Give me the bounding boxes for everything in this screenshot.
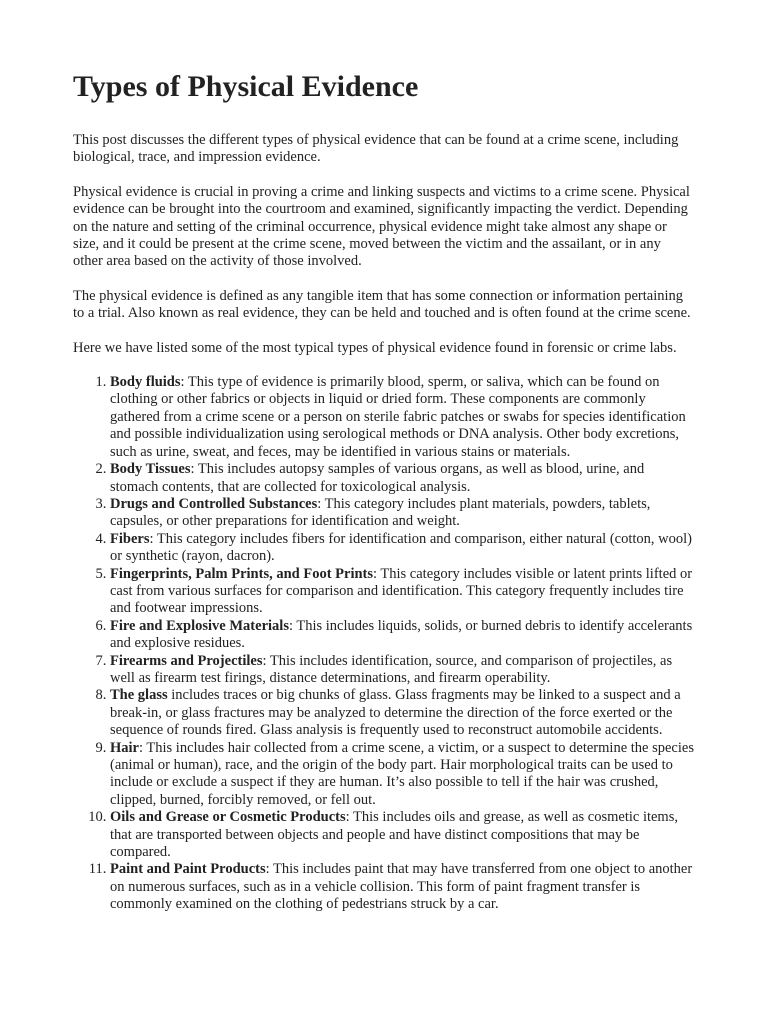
list-item: [110, 374, 694, 461]
list-item: [110, 618, 694, 653]
list-item-term: Fingerprints, Palm Prints, and Foot Prints: [110, 565, 374, 582]
list-item-text: : This includes hair collected from a crime scene, a victim, or a suspect to determine the species (animal or human), race, and the origin of the body part. Hair morphological traits can be used to include or exclude a suspect if they are human. It’s also possible to tell if the hair was crushed, clipped, burned, forcibly removed, or fell out.: [110, 739, 694, 808]
list-item-term: Body Tissues: [110, 461, 191, 478]
evidence-types-list: [73, 374, 694, 914]
list-item-text: : This category includes plant materials, powders, tablets, capsules, or other preparations for identification and weight.: [110, 495, 651, 530]
list-item: [110, 687, 694, 739]
list-item-term: Hair: [110, 739, 139, 756]
body-paragraph-list-intro: Here we have listed some of the most typical types of physical evidence found in forensic or crime labs.: [73, 339, 677, 356]
list-item-term: Oils and Grease or Cosmetic Products: [110, 809, 346, 826]
page-title: Types of Physical Evidence: [73, 70, 419, 103]
list-item-text: : This type of evidence is primarily blood, sperm, or saliva, which can be found on clothing or other fabrics or objects in liquid or dried form. These components are commonly gathered from a crime scene or a person on sterile fabric patches or swabs for species identification and possible individualization using serological methods or DNA analysis. Other body excretions, such as urine, sweat, and feces, may be identified in various stains or materials.: [110, 374, 686, 460]
intro-paragraph: This post discusses the different types of physical evidence that can be found at a crime scene, including biological, trace, and impression evidence.: [73, 132, 679, 166]
list-item: [110, 861, 694, 913]
list-item-term: Fire and Explosive Materials: [110, 617, 289, 634]
list-item: [110, 809, 694, 861]
list-item-text: : This includes identification, source, and comparison of projectiles, as well as firearm test firings, distance determinations, and firearm operability.: [110, 652, 673, 686]
list-item-text: : This includes liquids, solids, or burned debris to identify accelerants and explosive residues.: [110, 617, 693, 652]
list-item-text: includes traces or big chunks of glass. Glass fragments may be linked to a suspect and a break-in, or glass fractures may be analyzed to determine the direction of the force exerted or the sequence of rounds fired. Glass analysis is frequently used to reconstruct automobile accidents.: [110, 687, 681, 739]
list-item-text: : This includes oils and grease, as well as cosmetic items, that are transported between objects and people and have distinct compositions that may be compared.: [110, 809, 678, 861]
list-item-term: Paint and Paint Products: [110, 861, 266, 878]
list-item-text: : This includes paint that may have transferred from one object to another on numerous surfaces, such as in a vehicle collision. This form of paint fragment transfer is commonly examined on the clothing of pedestrians struck by a car.: [110, 861, 693, 913]
list-item-term: Body fluids: [110, 374, 181, 391]
list-item-text: : This category includes fibers for identification and comparison, either natural (cotton, wool) or synthetic (rayon, dacron).: [110, 530, 692, 565]
body-paragraph-definition: The physical evidence is defined as any tangible item that has some connection or information pertaining to a trial. Also known as real evidence, they can be held and touched and is often found at the crime scene.: [73, 287, 691, 322]
list-item: [110, 531, 694, 566]
body-paragraph-importance: Physical evidence is crucial in proving a crime and linking suspects and victims to a crime scene. Physical evidence can be brought into the courtroom and examined, significantly impacting the verdict. Depending on the nature and setting of the criminal occurrence, physical evidence might take almost any shape or size, and it could be present at the crime scene, moved between the victim and the assailant, or in any other area based on the activity of those involved.: [73, 183, 690, 270]
list-item: [110, 496, 694, 531]
list-item: [110, 740, 694, 810]
list-item-text: : This includes autopsy samples of various organs, as well as blood, urine, and stomach contents, that are collected for toxicological analysis.: [110, 461, 645, 495]
list-item-term: Drugs and Controlled Substances: [110, 495, 318, 512]
list-item: [110, 566, 694, 618]
list-item-term: The glass: [110, 687, 168, 704]
list-item-term: Fibers: [110, 530, 150, 547]
list-item-term: Firearms and Projectiles: [110, 652, 263, 669]
list-item: [110, 461, 694, 496]
list-item-text: : This category includes visible or latent prints lifted or cast from various surfaces for comparison and identification. This category frequently includes tire and footwear impressions.: [110, 565, 693, 617]
list-item: [110, 653, 694, 688]
